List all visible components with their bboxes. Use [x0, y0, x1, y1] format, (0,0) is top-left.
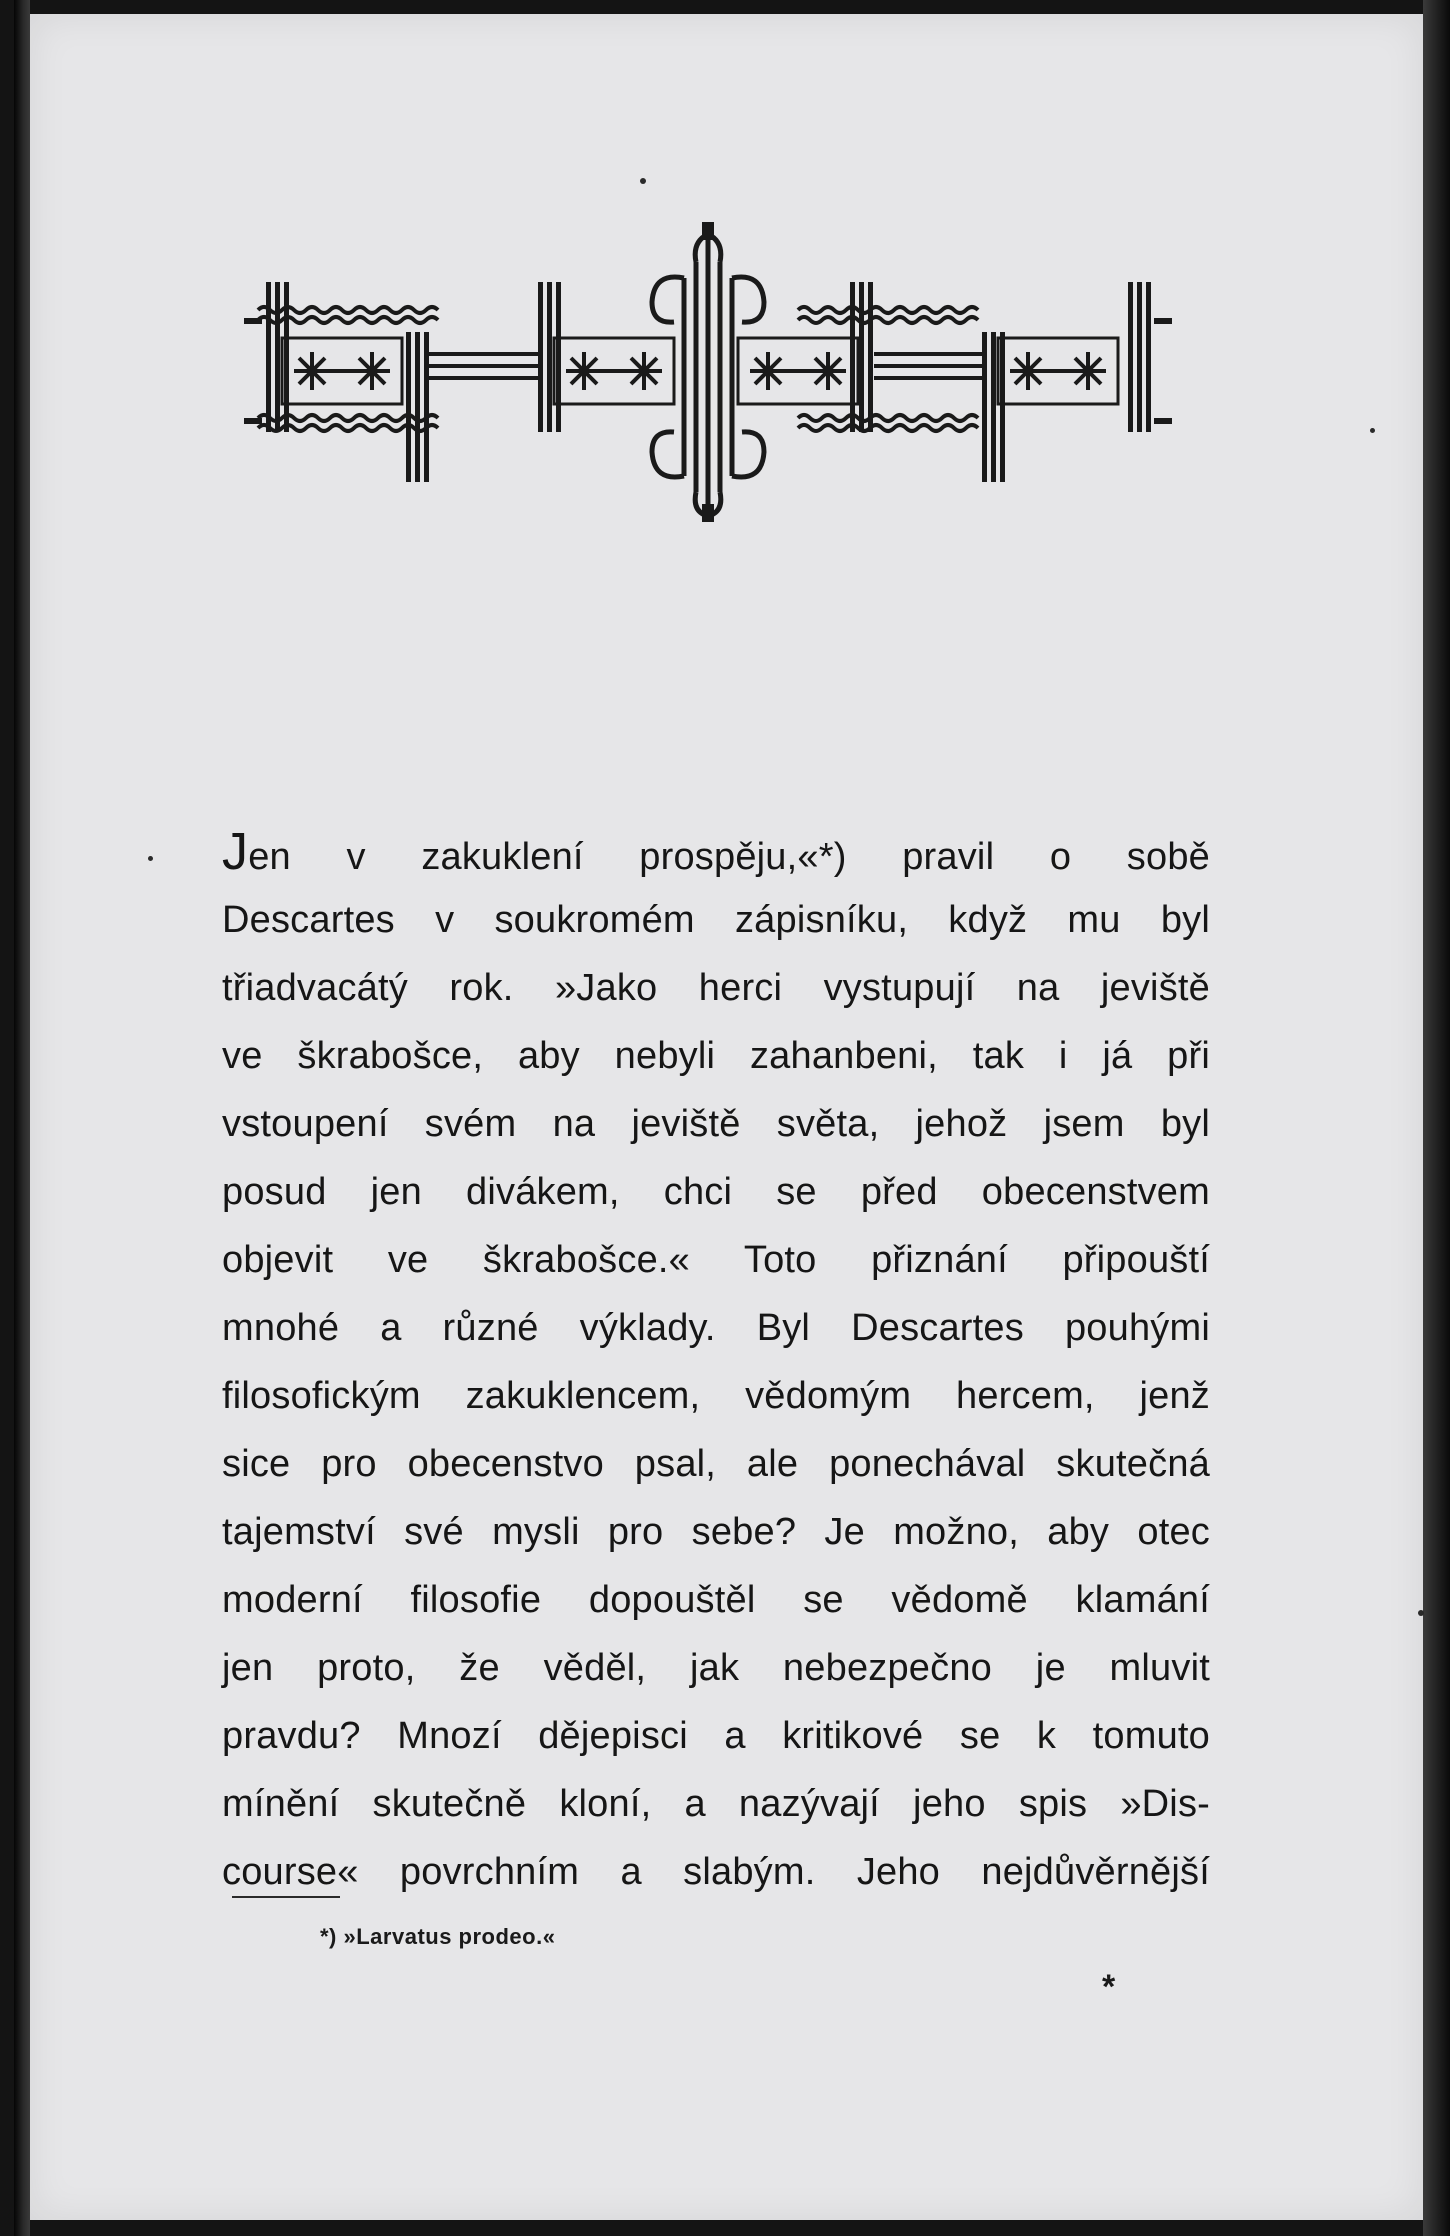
text-line: sice pro obecenstvo psal, ale ponechával skutečná: [222, 1443, 1210, 1485]
footnote-rule: [232, 1896, 340, 1898]
text-line: Descartes v soukromém zápisníku, když mu byl: [222, 899, 1210, 941]
text-line: vstoupení svém na jeviště světa, jehož jsem byl: [222, 1103, 1210, 1145]
text-line: ve škrabošce, aby nebyli zahanbeni, tak i já při: [222, 1035, 1210, 1077]
scan-speck: [148, 856, 153, 861]
text-line: pravdu? Mnozí dějepisci a kritikové se k tomuto: [222, 1715, 1210, 1757]
text-line: tajemství své mysli pro sebe? Je možno, aby otec: [222, 1511, 1210, 1553]
scan-speck: [640, 178, 646, 184]
footnote: *) »Larvatus prodeo.«: [320, 1924, 556, 1949]
text-line: posud jen divákem, chci se před obecenstvem: [222, 1171, 1210, 1213]
scan-speck: [1418, 1610, 1424, 1616]
text-line: mínění skutečně kloní, a nazývají jeho spis »Dis-: [222, 1783, 1210, 1825]
text-line: jen proto, že věděl, jak nebezpečno je mluvit: [222, 1647, 1210, 1689]
text-line: mnohé a různé výklady. Byl Descartes pouhými: [222, 1307, 1210, 1349]
text-line: objevit ve škrabošce.« Toto přiznání připouští: [222, 1239, 1210, 1281]
page-edge-right: [1423, 0, 1450, 2236]
text-line: Jen v zakuklení prospěju,«*) pravil o sobě: [222, 823, 1210, 881]
text-line: course« povrchním a slabým. Jeho nejdůvěrnější: [222, 1851, 1210, 1893]
scan-speck: [1370, 428, 1375, 433]
decorative-headpiece: [238, 222, 1178, 522]
text-line: moderní filosofie dopouštěl se vědomě klamání: [222, 1579, 1210, 1621]
text-line: filosofickým zakuklencem, vědomým hercem, jenž: [222, 1375, 1210, 1417]
signature-mark: *: [1102, 1968, 1116, 2006]
text-line: třiadvacátý rok. »Jako herci vystupují na jeviště: [222, 967, 1210, 1009]
binding-edge-left: [14, 0, 30, 2236]
body-paragraph: [222, 818, 1210, 1906]
